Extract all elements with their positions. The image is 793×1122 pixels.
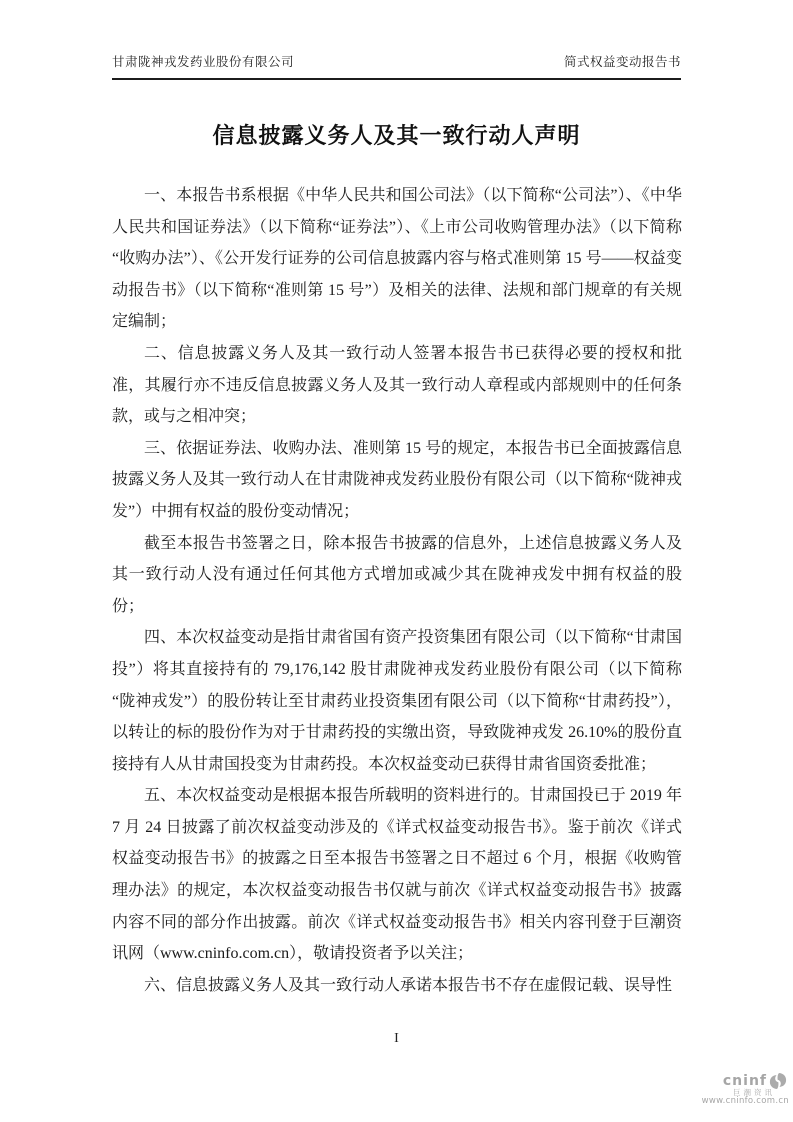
header-company-name: 甘肃陇神戎发药业股份有限公司 — [112, 55, 295, 69]
cninfo-brand-row — [702, 1073, 789, 1089]
cninfo-url: www.cninfo.com.cn — [701, 1096, 789, 1107]
page-number: I — [394, 1031, 399, 1046]
document-body — [112, 180, 682, 1001]
declaration-paragraph-3: 三、依据证券法、收购办法、准则第 15 号的规定，本报告书已全面披露信息披露义务人及其一致行动人在甘肃陇神戎发药业股份有限公司（以下简称“陇神戎发”）中拥有权益的股份变动情况； — [112, 439, 682, 520]
document-header — [112, 52, 681, 80]
declaration-paragraph-1: 一、本报告书系根据《中华人民共和国公司法》（以下简称“公司法”）、《中华人民共和国证券法》（以下简称“证券法”）、《上市公司收购管理办法》（以下简称“收购办法”）、《公开发行证券的公司信息披露内容与格式准则第 15 号——权益变动报告书》（以下简称“准则第 15 号”）及相关的法律、法规和部门规章的有关规定编制； — [112, 187, 682, 331]
declaration-paragraph-6: 五、本次权益变动是根据本报告所载明的资料进行的。甘肃国投已于 2019 年 7 月 24 日披露了前次权益变动涉及的《详式权益变动报告书》。鉴于前次《详式权益变动报告书》的披露之日至本报告书签署之日不超过 6 个月，根据《收购管理办法》的规定，本次权益变动报告书仅就与前次《详式权益变动报告书》披露内容不同的部分作出披露。前次《详式权益变动报告书》相关内容刊登于巨潮资讯网（www.cninfo.com.cn），敬请投资者予以关注； — [112, 787, 682, 963]
cninfo-chinese-name: 巨潮资讯 — [733, 1087, 775, 1097]
declaration-paragraph-4: 截至本报告书签署之日，除本报告书披露的信息外，上述信息披露义务人及其一致行动人没有通过任何其他方式增加或减少其在陇神戎发中拥有权益的股份； — [112, 534, 682, 615]
cninfo-brand-text: cninf — [722, 1072, 767, 1089]
declaration-paragraph-2: 二、信息披露义务人及其一致行动人签署本报告书已获得必要的授权和批准，其履行亦不违反信息披露义务人及其一致行动人章程或内部规则中的任何条款，或与之相冲突； — [112, 344, 682, 426]
declaration-paragraph-5: 四、本次权益变动是指甘肃省国有资产投资集团有限公司（以下简称“甘肃国投”）将其直接持有的 79,176,142 股甘肃陇神戎发药业股份有限公司（以下简称“陇神戎发”）的股份转让至甘肃药业投资集团有限公司（以下简称“甘肃药投”），以转让的标的股份作为对于甘肃药投的实缴出资，导致陇神戎发 26.10%的股份直接持有人从甘肃国投变为甘肃药投。本次权益变动已获得甘肃省国资委批准； — [112, 629, 682, 773]
declaration-title: 信息披露义务人及其一致行动人声明 — [212, 124, 581, 149]
declaration-paragraph-7: 六、信息披露义务人及其一致行动人承诺本报告书不存在虚假记载、误导性 — [144, 976, 673, 994]
cninfo-logo — [702, 1073, 789, 1107]
cninfo-swirl-icon — [769, 1073, 787, 1089]
header-doc-type: 简式权益变动报告书 — [563, 55, 681, 69]
